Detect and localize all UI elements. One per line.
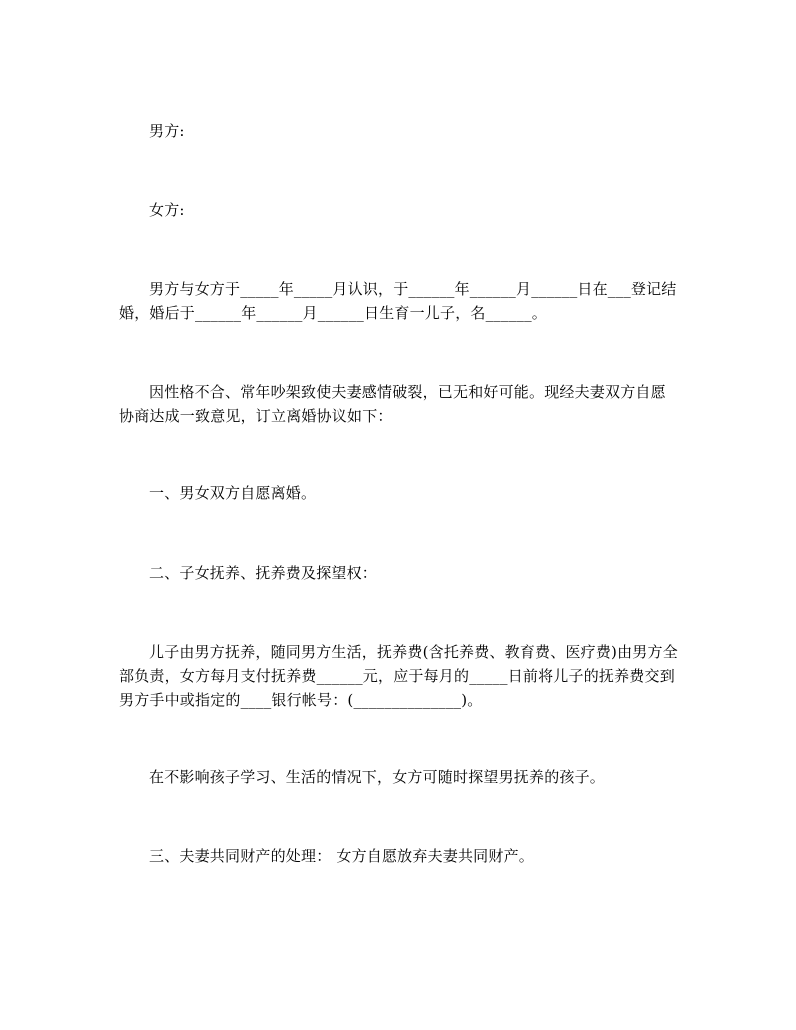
female-party-line: 女方: [149, 201, 185, 219]
clause-two-heading: 二、子女抚养、抚养费及探望权： [149, 564, 378, 582]
clause-three-property: 三、夫妻共同财产的处理： 女方自愿放弃夫妻共同财产。 [149, 847, 534, 865]
visitation-paragraph: 在不影响孩子学习、生活的情况下，女方可随时探望男抚养的孩子。 [149, 768, 606, 786]
marriage-info-paragraph: 男方与女方于_____年_____月认识，于______年______月______日在___登记结婚，婚后于______年______月______日生育一儿子，名______。 [119, 280, 677, 322]
male-party-line: 男方: [149, 122, 185, 140]
clause-one-heading: 一、男女双方自愿离婚。 [149, 484, 317, 502]
divorce-reason-paragraph: 因性格不合、常年吵架致使夫妻感情破裂，已无和好可能。现经夫妻双方自愿协商达成一致意见，订立离婚协议如下： [119, 383, 666, 425]
child-custody-paragraph: 儿子由男方抚养，随同男方生活，抚养费(含托养费、教育费、医疗费)由男方全部负责，女方每月支付抚养费______元，应于每月的_____日前将儿子的抚养费交到男方手中或指定的____银行帐号：(______________)。 [119, 643, 678, 709]
